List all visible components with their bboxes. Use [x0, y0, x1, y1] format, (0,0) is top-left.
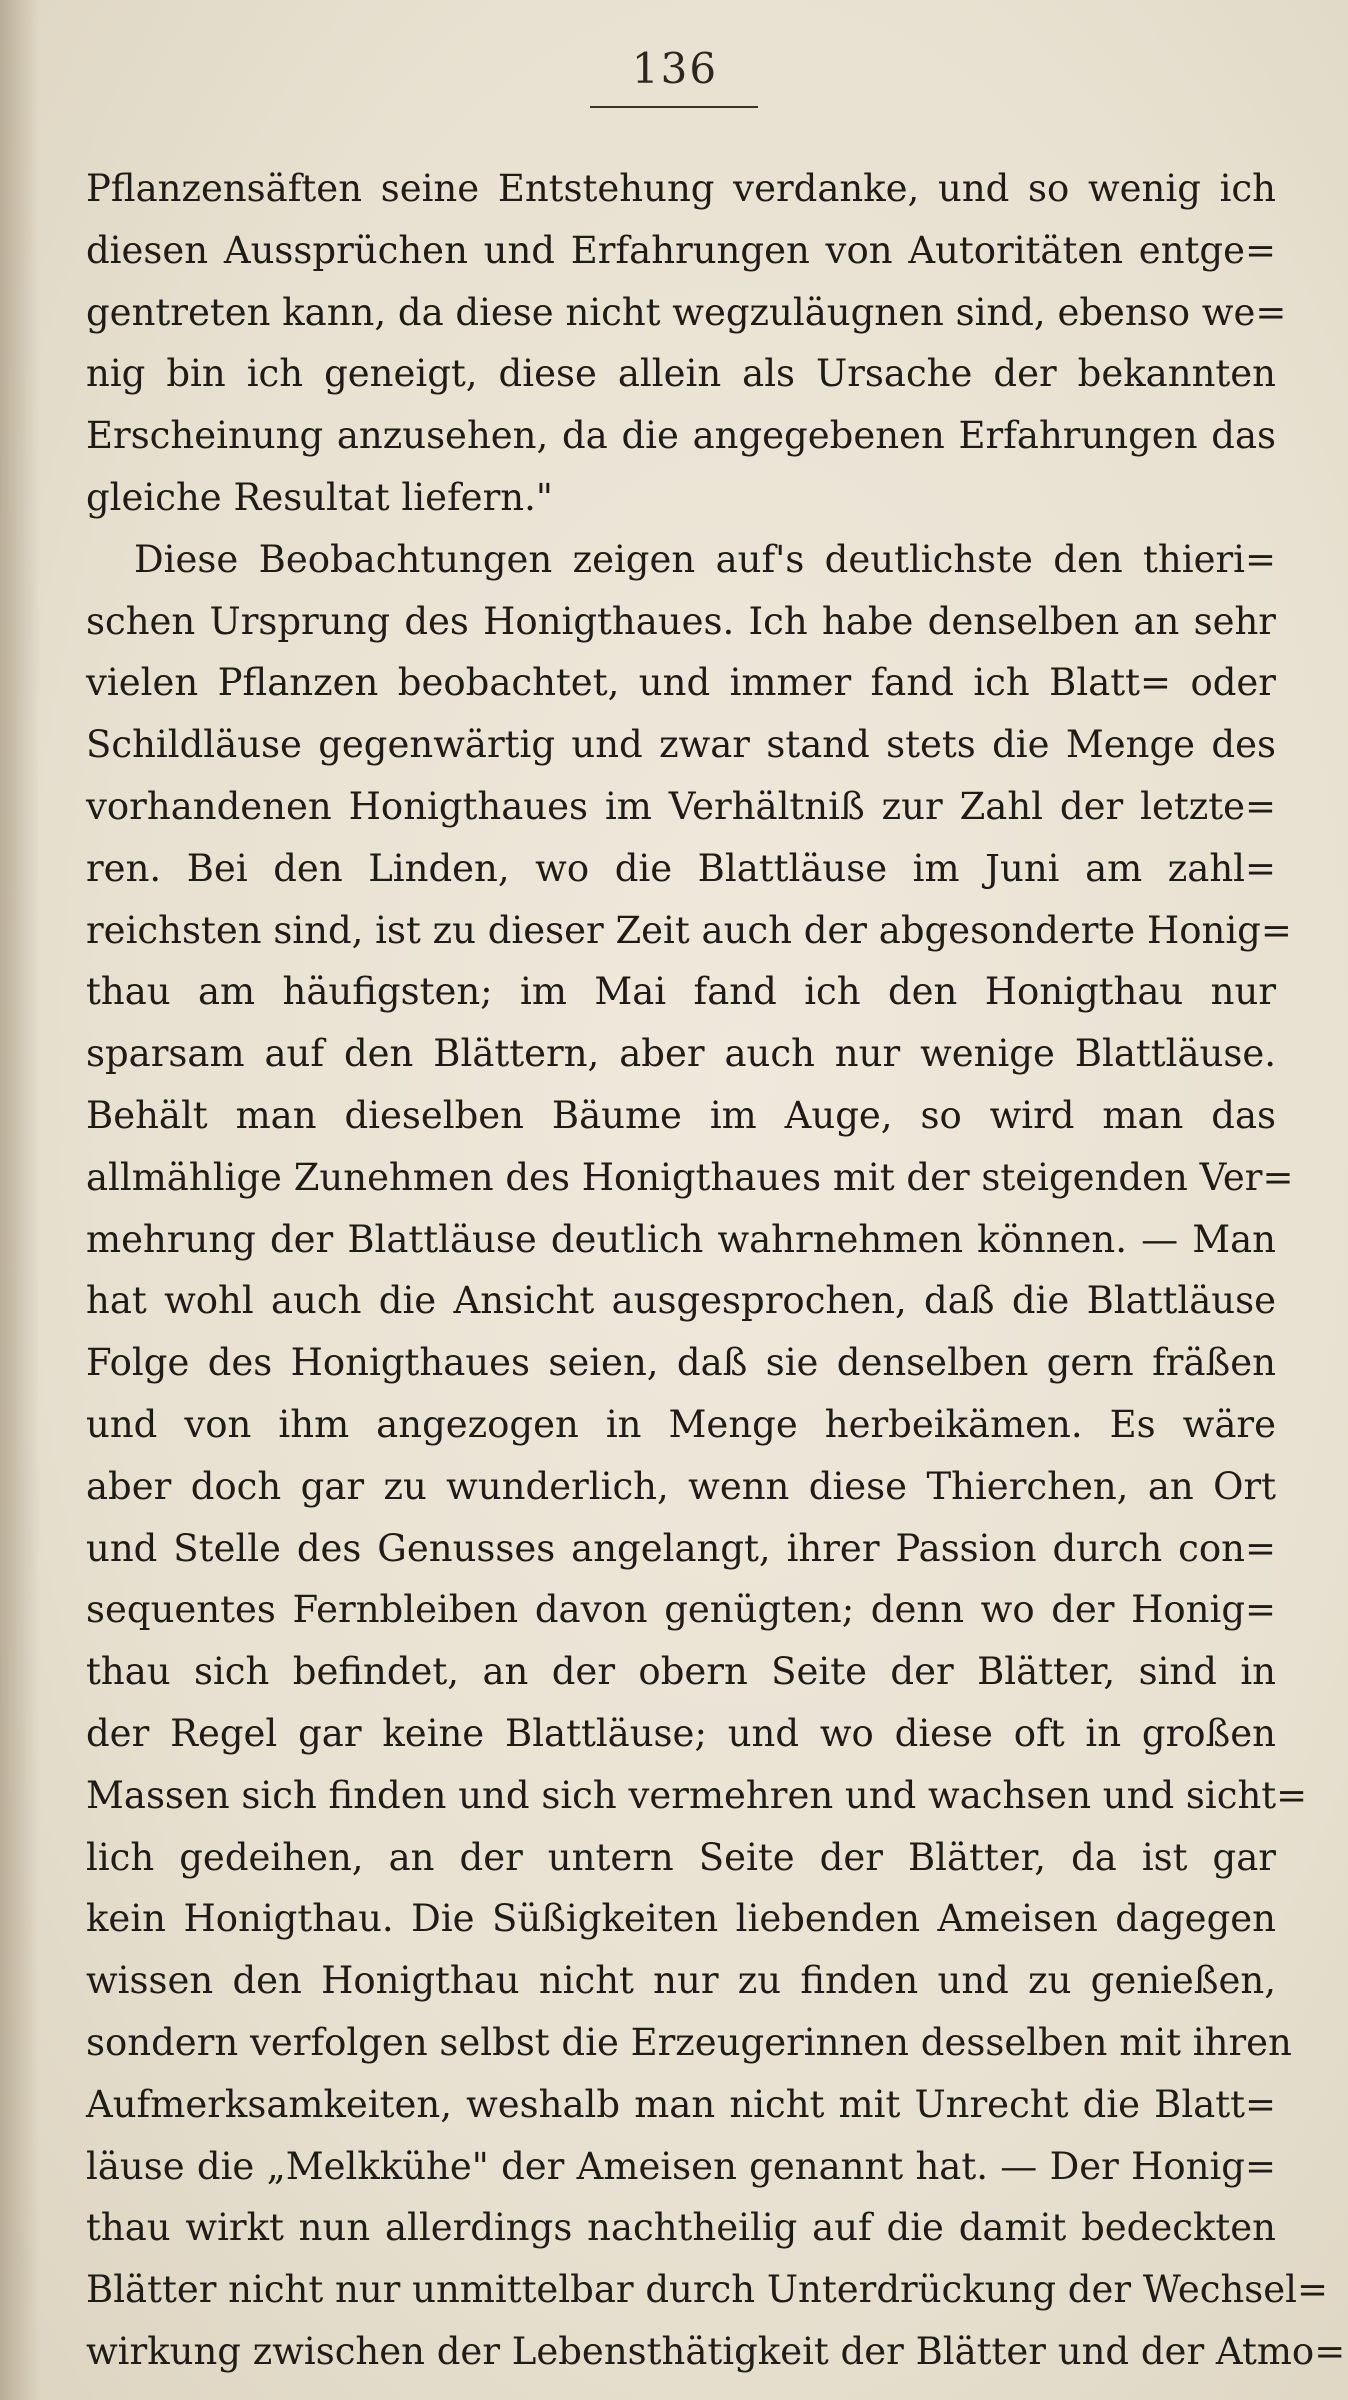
text-line: schen Ursprung des Honigthaues. Ich habe denselben an sehr	[86, 599, 1276, 643]
text-line: hat wohl auch die Ansicht ausgesprochen, daß die Blattläuse	[86, 1279, 1276, 1323]
text-line: kein Honigthau. Die Süßigkeiten liebenden Ameisen dagegen	[86, 1897, 1276, 1941]
text-line: lich gedeihen, an der untern Seite der Blätter, da ist gar	[86, 1835, 1276, 1879]
text-line: aber doch gar zu wunderlich, wenn diese Thierchen, an Ort	[86, 1464, 1276, 1508]
body-text	[86, 158, 1346, 2383]
text-line: Aufmerksamkeiten, weshalb man nicht mit Unrecht die Blatt=	[86, 2082, 1276, 2126]
text-line: allmählige Zunehmen des Honigthaues mit der steigenden Ver=	[86, 1155, 1294, 1199]
text-line: vielen Pflanzen beobachtet, und immer fand ich Blatt= oder	[86, 661, 1276, 705]
text-line: thau am häufigsten; im Mai fand ich den Honigthau nur	[86, 970, 1276, 1014]
header-rule	[590, 106, 758, 108]
text-line: reichsten sind, ist zu dieser Zeit auch der abgesonderte Honig=	[86, 908, 1292, 952]
text-line: der Regel gar keine Blattläuse; und wo diese oft in großen	[86, 1711, 1276, 1755]
text-line: ren. Bei den Linden, wo die Blattläuse im Juni am zahl=	[86, 846, 1276, 890]
text-line: sequentes Fernbleiben davon genügten; denn wo der Honig=	[86, 1588, 1276, 1632]
page-number: 136	[631, 44, 719, 93]
text-line: Erscheinung anzusehen, da die angegebenen Erfahrungen das	[86, 414, 1276, 458]
text-line: mehrung der Blattläuse deutlich wahrnehmen können. — Man	[86, 1217, 1276, 1261]
text-line: Massen sich finden und sich vermehren und wachsen und sicht=	[86, 1773, 1308, 1817]
page-gutter-shadow	[0, 0, 40, 2400]
text-line: sondern verfolgen selbst die Erzeugerinnen desselben mit ihren	[86, 2020, 1292, 2064]
text-line: wissen den Honigthau nicht nur zu finden und zu genießen,	[86, 1959, 1276, 2003]
text-line: Behält man dieselben Bäume im Auge, so wird man das	[86, 1093, 1276, 1137]
text-line: Pflanzensäften seine Entstehung verdanke, und so wenig ich	[86, 167, 1276, 210]
text-line: und Stelle des Genusses angelangt, ihrer Passion durch con=	[86, 1526, 1276, 1570]
text-line: Diese Beobachtungen zeigen auf's deutlichste den thieri=	[134, 537, 1276, 581]
text-line: thau sich befindet, an der obern Seite der Blätter, sind in	[86, 1650, 1276, 1694]
text-line: und von ihm angezogen in Menge herbeikämen. Es wäre	[86, 1402, 1276, 1446]
text-line: vorhandenen Honigthaues im Verhältniß zur Zahl der letzte=	[86, 784, 1276, 828]
text-line: gentreten kann, da diese nicht wegzuläugnen sind, ebenso we=	[86, 290, 1287, 334]
text-line: wirkung zwischen der Lebensthätigkeit der Blätter und der Atmo=	[86, 2329, 1346, 2373]
text-line: Blätter nicht nur unmittelbar durch Unterdrückung der Wechsel=	[86, 2268, 1328, 2312]
text-line: nig bin ich geneigt, diese allein als Ursache der bekannten	[86, 352, 1276, 396]
text-line: Schildläuse gegenwärtig und zwar stand stets die Menge des	[86, 723, 1276, 767]
text-line: gleiche Resultat liefern."	[86, 475, 553, 519]
text-line: diesen Aussprüchen und Erfahrungen von Autoritäten entge=	[86, 228, 1276, 272]
text-line: sparsam auf den Blättern, aber auch nur wenige Blattläuse.	[86, 1032, 1276, 1076]
text-line: thau wirkt nun allerdings nachtheilig auf die damit bedeckten	[86, 2206, 1276, 2250]
text-line: läuse die „Melkkühe" der Ameisen genannt hat. — Der Honig=	[86, 2144, 1276, 2188]
text-line: Folge des Honigthaues seien, daß sie denselben gern fräßen	[86, 1341, 1276, 1385]
